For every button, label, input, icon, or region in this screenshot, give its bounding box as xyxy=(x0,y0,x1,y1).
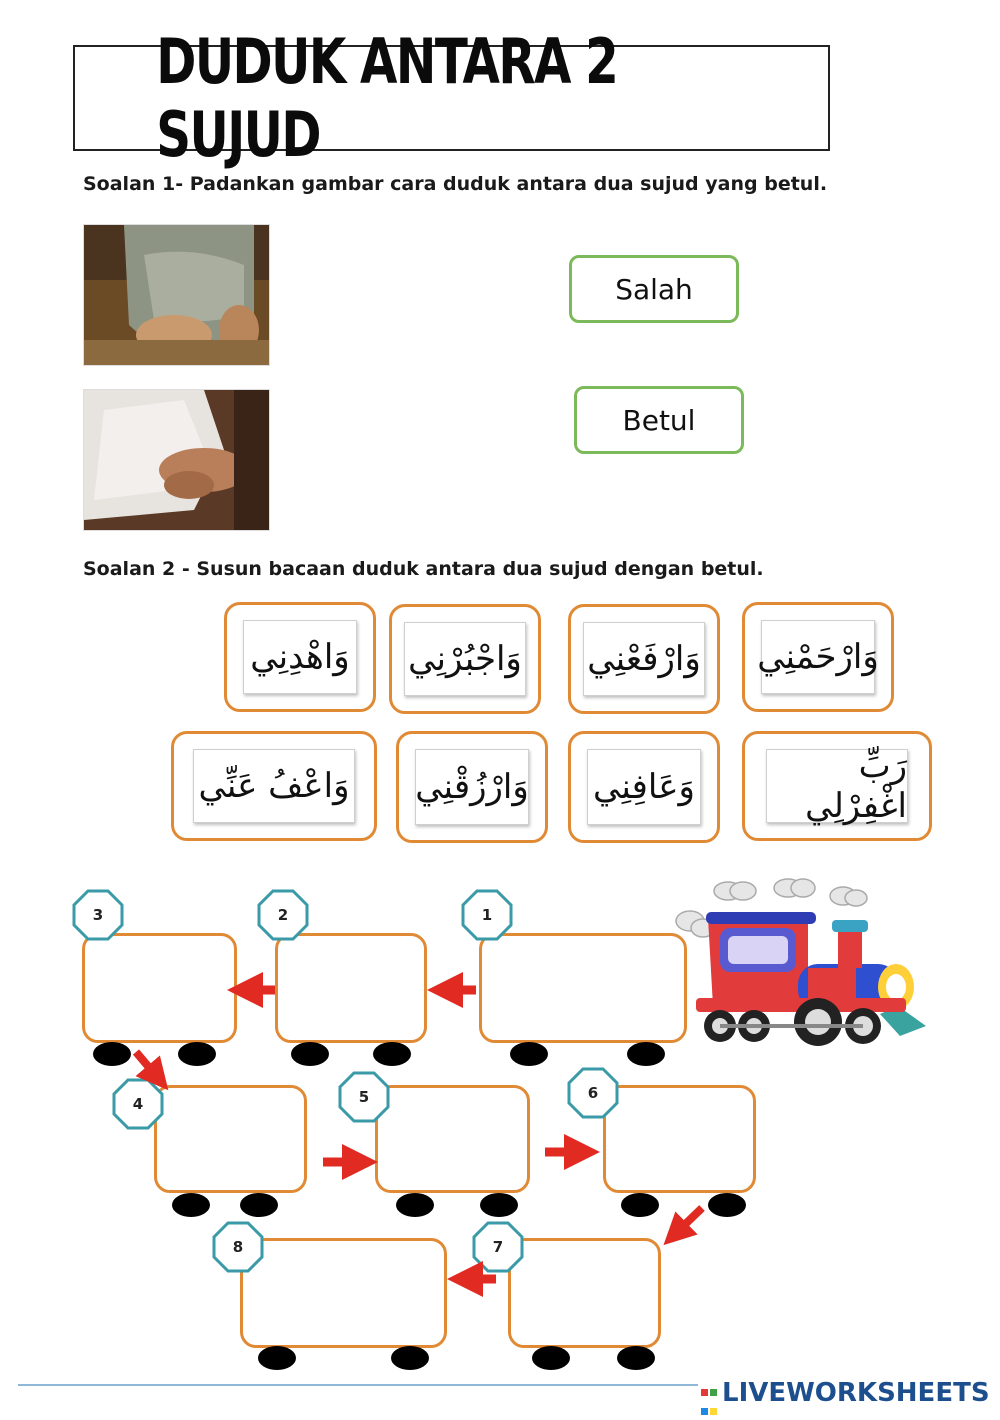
dua-text: رَبِّ اغْفِرْلِي xyxy=(766,749,908,823)
footer-divider xyxy=(18,1384,698,1386)
dua-text: وَارْفَعْنِي xyxy=(583,622,705,696)
badge-number: 1 xyxy=(481,906,493,924)
badge-number: 6 xyxy=(587,1084,599,1102)
dua-text: وَاعْفُ عَنِّي xyxy=(193,749,355,823)
salah-answer-box[interactable]: Salah xyxy=(569,255,739,323)
dua-text: وَاجْبُرْنِي xyxy=(404,622,526,696)
betul-answer-box[interactable]: Betul xyxy=(574,386,744,454)
dua-text: وَعَافِنِي xyxy=(587,749,701,825)
arrow-down-right-icon xyxy=(136,1052,158,1078)
arrow-down-left-icon xyxy=(675,1208,702,1234)
badge-number: 7 xyxy=(492,1238,504,1256)
dua-text: وَارْزُقْنِي xyxy=(415,749,529,825)
dua-text: وَاهْدِنِي xyxy=(243,620,357,694)
page-title: DUDUK ANTARA 2 SUJUD xyxy=(156,25,618,171)
badge-number: 4 xyxy=(132,1095,144,1113)
liveworksheets-brand[interactable]: LIVEWORKSHEETS xyxy=(722,1378,990,1408)
badge-number: 2 xyxy=(277,906,289,924)
badge-number: 3 xyxy=(92,906,104,924)
question-1-text: Soalan 1- Padankan gambar cara duduk antara dua sujud yang betul. xyxy=(83,173,828,195)
locomotive-icon xyxy=(668,876,930,1052)
liveworksheets-logo-icon xyxy=(700,1382,718,1420)
dua-text: وَارْحَمْنِي xyxy=(761,620,875,694)
question-2-text: Soalan 2 - Susun bacaan duduk antara dua sujud dengan betul. xyxy=(83,558,764,580)
badge-number: 5 xyxy=(358,1088,370,1106)
badge-number: 8 xyxy=(232,1238,244,1256)
